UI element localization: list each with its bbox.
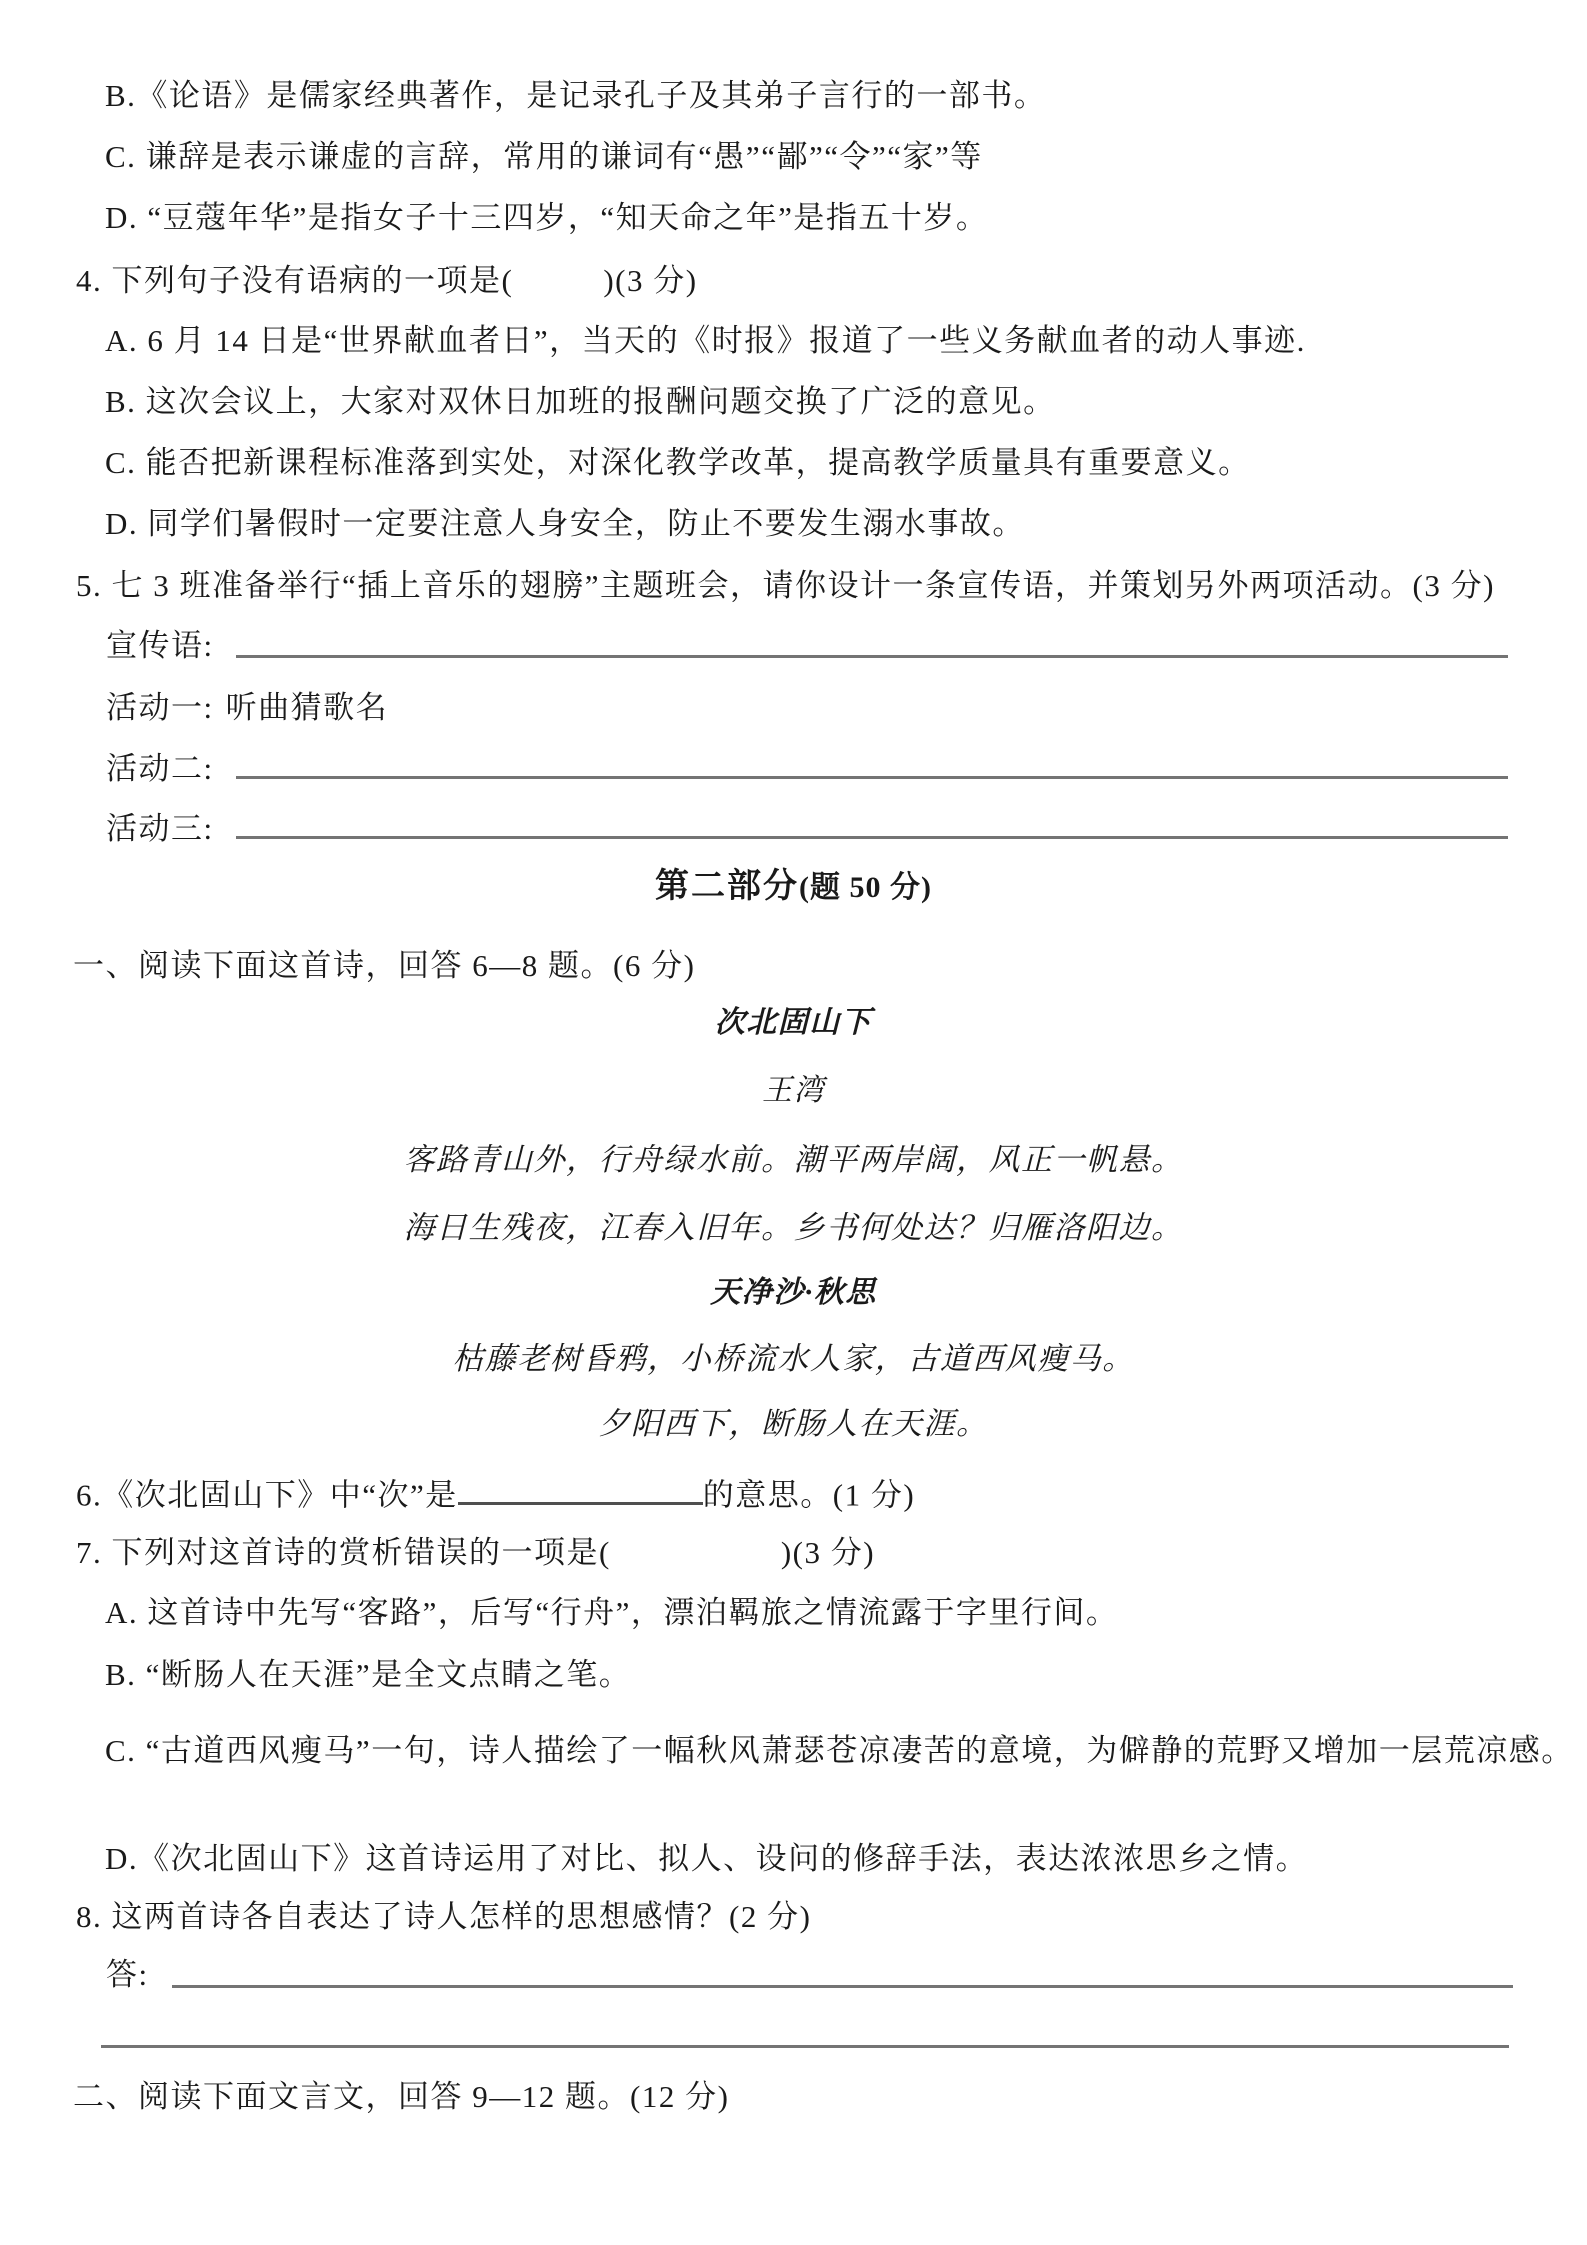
- q7-stem-close: )(3 分): [780, 1535, 876, 1570]
- reading1-intro: 一、阅读下面这首诗，回答 6—8 题。(6 分): [73, 948, 696, 983]
- q6-fill-in-blank: [458, 1476, 703, 1505]
- q4-option-a: A. 6 月 14 日是“世界献血者日”，当天的《时报》报道了一些义务献血者的动人事迹.: [105, 323, 1306, 358]
- q4-answer-bracket-gap: [513, 290, 603, 291]
- q5-activity1-value: 听曲猜歌名: [225, 690, 389, 725]
- poem2-line1: 枯藤老树昏鸦，小桥流水人家，古道西风瘦马。: [452, 1341, 1135, 1376]
- q6-stem: [76, 1476, 916, 1513]
- q8-answer-blank-line-1: [172, 1985, 1513, 1988]
- q5-activity1-row: [106, 692, 388, 723]
- reading2-intro: 二、阅读下面文言文，回答 9—12 题。(12 分): [73, 2079, 730, 2114]
- q7-option-b: B. “断肠人在天涯”是全文点睛之笔。: [105, 1657, 632, 1692]
- q5-activity1-label: 活动一:: [106, 690, 214, 725]
- poem1-line1: 客路青山外，行舟绿水前。潮平两岸阔，风正一帆悬。: [403, 1142, 1184, 1177]
- q3-option-c: C. 谦辞是表示谦虚的言辞，常用的谦词有“愚”“鄙”“令”“家”等: [105, 139, 983, 174]
- poem2-title: 天净沙·秋思: [710, 1276, 877, 1309]
- poem2-line2: 夕阳西下，断肠人在天涯。: [598, 1406, 989, 1441]
- q8-answer-label: 答:: [106, 1957, 149, 1992]
- q4-stem-text: 4. 下列句子没有语病的一项是(: [76, 263, 514, 298]
- q4-option-b: B. 这次会议上，大家对双休日加班的报酬问题交换了广泛的意见。: [105, 384, 1056, 419]
- q6-stem-suffix: 的意思。(1 分): [702, 1477, 916, 1513]
- q7-stem: [76, 1537, 875, 1568]
- q5-activity2-blank-line: [236, 776, 1508, 779]
- q4-option-c: C. 能否把新课程标准落到实处，对深化教学改革，提高教学质量具有重要意义。: [105, 445, 1251, 480]
- q3-option-b: B.《论语》是儒家经典著作，是记录孔子及其弟子言行的一部书。: [105, 78, 1047, 113]
- q5-slogan-label: 宣传语:: [106, 628, 214, 663]
- q8-answer-blank-line-2: [101, 2045, 1509, 2048]
- part2-heading-points: (题 50 分): [799, 871, 932, 904]
- q4-stem: [76, 265, 698, 296]
- q5-activity3-blank-line: [236, 836, 1508, 839]
- q5-stem: 5. 七 3 班准备举行“插上音乐的翅膀”主题班会，请你设计一条宣传语，并策划另外两项活动。(3 分): [76, 568, 1495, 603]
- q4-stem-close: )(3 分): [603, 263, 698, 298]
- part2-heading-title: 第二部分: [655, 868, 799, 905]
- q7-option-d: D.《次北固山下》这首诗运用了对比、拟人、设问的修辞手法，表达浓浓思乡之情。: [105, 1841, 1309, 1876]
- q5-activity3-label: 活动三:: [106, 811, 214, 846]
- q7-answer-bracket-gap: [611, 1562, 781, 1563]
- q3-option-d: D. “豆蔻年华”是指女子十三四岁，“知天命之年”是指五十岁。: [105, 200, 989, 235]
- q7-stem-text: 7. 下列对这首诗的赏析错误的一项是(: [76, 1535, 611, 1570]
- q8-stem: 8. 这两首诗各自表达了诗人怎样的思想感情？(2 分): [76, 1899, 812, 1934]
- q7-option-c: C. “古道西风瘦马”一句，诗人描绘了一幅秋风萧瑟苍凉凄苦的意境，为僻静的荒野又增加一层荒凉感。: [105, 1733, 1574, 1768]
- q4-option-d: D. 同学们暑假时一定要注意人身安全，防止不要发生溺水事故。: [105, 506, 1025, 541]
- q5-slogan-blank-line: [236, 655, 1508, 658]
- q7-option-a: A. 这首诗中先写“客路”，后写“行舟”，漂泊羁旅之情流露于字里行间。: [105, 1595, 1119, 1630]
- q6-stem-prefix: 6.《次北固山下》中“次”是: [76, 1477, 458, 1513]
- q5-activity2-label: 活动二:: [106, 751, 214, 786]
- poem1-author: 王湾: [762, 1074, 825, 1107]
- poem1-title: 次北固山下: [714, 1006, 873, 1039]
- part2-heading: [0, 870, 1587, 904]
- poem1-line2: 海日生残夜，江春入旧年。乡书何处达？归雁洛阳边。: [403, 1210, 1184, 1245]
